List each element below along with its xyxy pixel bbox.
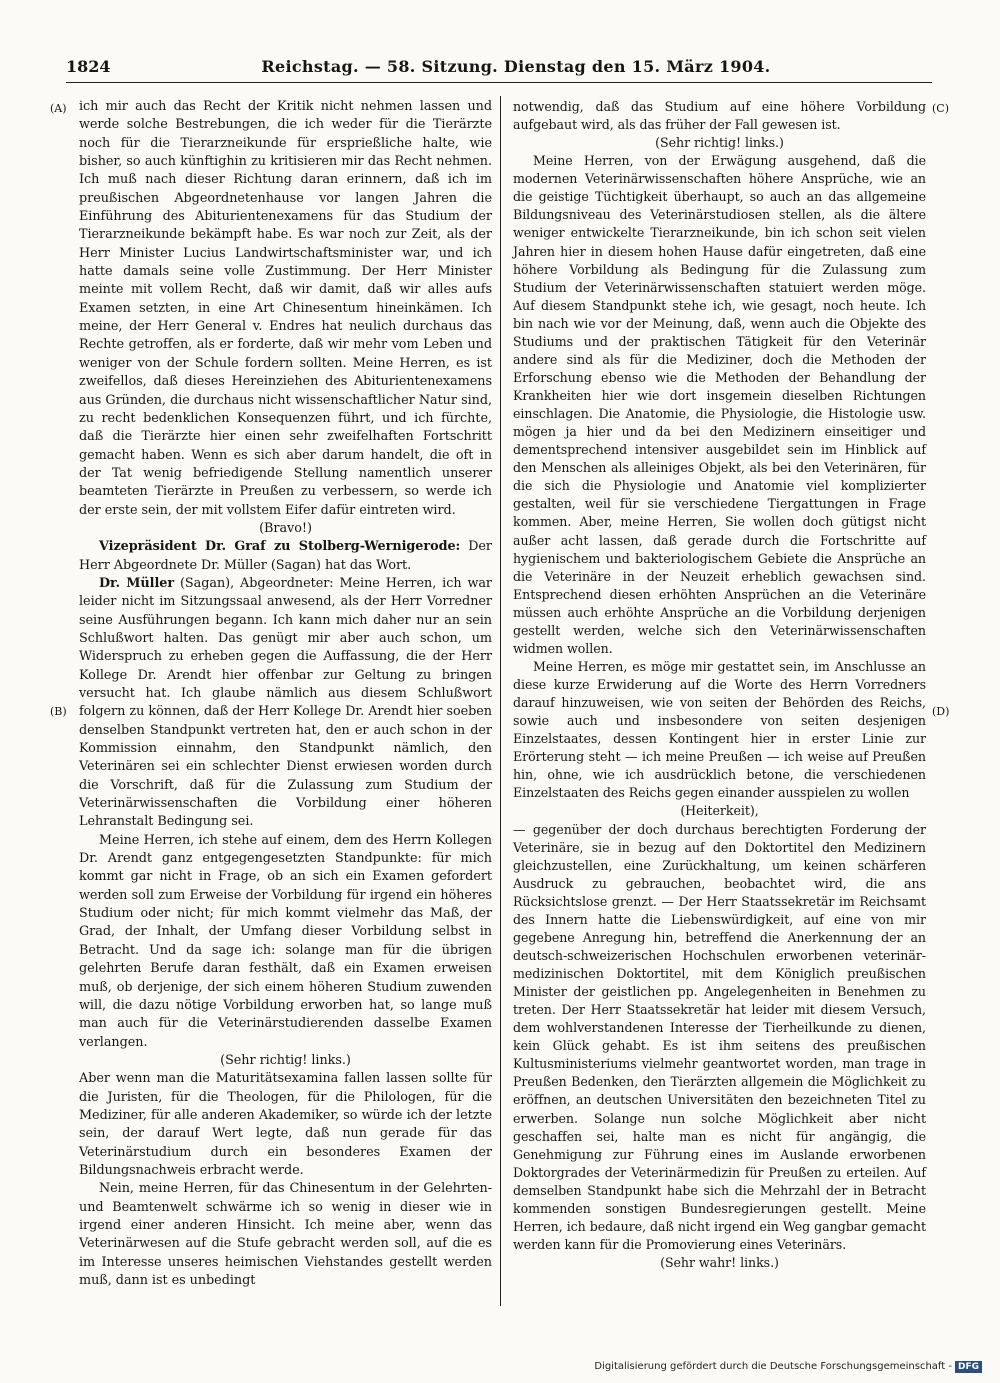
dfg-logo: DFG	[955, 1361, 982, 1373]
paragraph: Meine Herren, ich stehe auf einem, dem des Herrn Kollegen Dr. Arendt ganz entgegengesetzten Standpunkte: für mich kommt gar nicht in Frage, ob an sich ein Examen gefordert werden soll zum Erweise der Vorbildung für irgend ein höheres Studium oder nicht; für mich kommt vielmehr das Maß, der Grad, der Inhalt, der Umfang dieser Vorbildung selbst in Betracht. Und da sage ich: solange man für die übrigen gelehrten Berufe daran festhält, daß ein Examen erweisen muß, ob derjenige, der sich einem höheren Studium zuwenden will, die dazu nötige Vorbildung erworben hat, so lange muß man auch für die Veterinärstudierenden dasselbe Examen verlangen.	[79, 832, 492, 1050]
speaker-name: Dr. Müller	[99, 575, 175, 591]
interjection: (Bravo!)	[259, 520, 312, 536]
paragraph: Meine Herren, es möge mir gestattet sein, im Anschlusse an diese kurze Erwiderung auf die Worte des Herrn Vorredners darauf hinzuweisen, wie von seiten der Behörden des Reichs, sowie auch und insbesondere von seiten desjenigen Einzelstaates, dessen Kontingent hier in erster Linie zur Erörterung steht — ich meine Preußen — ich weise auf Preußen hin, ohne, wie ich ausdrücklich betone, die verschiedenen Einzelstaaten des Reichs gegen einander ausspielen zu wollen	[513, 658, 926, 801]
column-divider	[500, 96, 501, 1306]
page-number: 1824	[66, 57, 111, 76]
paragraph: notwendig, daß das Studium auf eine höhere Vorbildung aufgebaut wird, als das früher der Fall gewesen ist.	[513, 99, 926, 133]
paragraph: Aber wenn man die Maturitätsexamina fallen lassen sollte für die Juristen, für die Theologen, für die Philologen, für die Mediziner, für alle anderen Akademiker, so würde ich der letzte sein, der darauf Wert legte, daß nun gerade für das Veterinärstudium durch ein besonderes Examen der Bildungsnachweis erbracht werde.	[79, 1071, 492, 1178]
margin-marker-b: (B)	[50, 705, 67, 718]
margin-marker-a: (A)	[50, 102, 67, 115]
footer-credit	[594, 1361, 982, 1373]
speech-text: (Sagan), Abgeordneter: Meine Herren, ich war leider nicht im Sitzungssaal anwesend, als der Herr Vorredner seine Ausführungen begann. Ich kann mich daher nur an sein Schlußwort halten. Das genügt mir aber auch schon, um Widerspruch zu erheben gegen die Auffassung, die der Herr Kollege Dr. Arendt hier offenbar zur Geltung zu bringen versucht hat. Ich glaube nämlich aus diesem Schlußwort folgern zu können, daß der Herr Kollege Dr. Arendt hier soeben denselben Standpunkt vertreten hat, den er auch schon in der Kommission einnahm, den Standpunkt nämlich, den Veterinären sei ein schlechter Dienst erwiesen worden durch die Vorschrift, daß für die Zulassung zum Studium der Veterinärwissenschaften die Vorbildung einer höheren Lehranstalt Bedingung sei.	[79, 575, 492, 830]
paragraph	[79, 538, 492, 575]
paragraph: — gegenüber der doch durchaus berechtigten Forderung der Veterinäre, sie in bezug auf den Doktortitel den Medizinern gleichzustellen, eine Zurückhaltung, um keinen schärferen Ausdruck zu gebrauchen, beobachtet wird, die ans Rücksichtslose grenzt. — Der Herr Staatssekretär im Reichsamt des Innern hatte die Liebenswürdigkeit, auf eine von mir gegebene Anregung hin, betreffend die Anerkennung der an deutsch-schweizerischen Hochschulen erworbenen veterinär-medizinischen Doktortitel, mit dem Königlich preußischen Minister der geistlichen pp. Angelegenheiten in Benehmen zu treten. Der Herr Staatssekretär hat leider mit diesem Versuch, dem wohlverstandenen Interesse der Tierheilkunde zu dienen, kein Glück gehabt. Es ist ihm seitens des preußischen Kultusministeriums vielmehr geantwortet worden, man trage in Preußen Bedenken, den Tierärzten allgemein die Möglichkeit zu eröffnen, an deutschen Universitäten den bezeichneten Titel zu erwerben. Solange nun solche Möglichkeit aber nicht geschaffen sei, halte man es nicht für angängig, die Genehmigung zur Führung eines im Auslande erworbenen Doktorgrades der Veterinärmedizin für Preußen zu erteilen. Auf demselben Standpunkt habe sich die Mehrzahl der in Betracht kommenden sonstigen Bundesregierungen gestellt. Meine Herren, ich bedaure, daß nicht irgend ein Weg gangbar gemacht werden kann für die Promovierung eines Veterinärs.	[513, 821, 926, 1252]
paragraph	[79, 575, 492, 832]
paragraph: ich mir auch das Recht der Kritik nicht nehmen lassen und werde solche Bestrebungen, die ich weder für die Tierärzte noch für die Tierarzneikunde für ersprießliche halte, wie bisher, so auch künftighin zu kritisieren mir das Recht nehmen. Ich muß nach dieser Richtung daran erinnern, daß ich im preußischen Abgeordnetenhause vor langen Jahren die Einführung des Abiturientenexamens für das Studium der Tierarzneikunde bekämpft habe. Es war noch zur Zeit, als der Herr Minister Lucius Landwirtschaftsminister war, und ich hatte damals seine volle Zustimmung. Der Herr Minister meinte mit vollem Recht, daß wir damit, daß wir alles aufs Examen setzten, in eine Art Chinesentum hineinkämen. Ich meine, der Herr General v. Endres hat neulich durchaus das Rechte getroffen, als er forderte, daß wir mehr vom Leben und weniger von der Schule fordern sollten. Meine Herren, es ist zweifellos, daß dieses Hereinziehen des Abiturientenexamens aus Gründen, die durchaus nicht wissenschaftlicher Natur sind, zu recht bedenklichen Konsequenzen führt, und ich fürchte, daß die Tierärzte hier einen sehr zweifelhaften Fortschritt gemacht haben. Wenn es sich aber darum handelt, die oft in der Tat wenig befriedigende Stellung namentlich unserer beamteten Tierärzte in Preußen zu verbessern, so werde ich der erste sein, der mit vollstem Eifer dafür eintreten wird.	[79, 99, 492, 518]
paragraph: Nein, meine Herren, für das Chinesentum in der Gelehrten- und Beamtenwelt schwärme ich so wenig in dieser wie in irgend einer anderen Hinsicht. Ich meine aber, wenn das Veterinärwesen auf die Stufe gebracht werden soll, auf die es im Interesse unseres heimischen Viehstandes gestellt werden muß, dann ist es unbedingt	[79, 1181, 492, 1288]
speaker-name: Vizepräsident Dr. Graf zu Stolberg-Wernigerode:	[99, 539, 461, 555]
speech-text: Der Herr Abgeordnete Dr. Müller (Sagan) hat das Wort.	[79, 539, 492, 573]
interjection: (Sehr wahr! links.)	[660, 1255, 779, 1270]
left-column	[79, 98, 492, 1290]
running-title: Reichstag. — 58. Sitzung. Dienstag den 15. März 1904.	[261, 57, 771, 76]
header-rule	[66, 82, 932, 83]
page-header	[66, 54, 932, 80]
paragraph: Meine Herren, von der Erwägung ausgehend, daß die modernen Veterinärwissenschaften höhere Ansprüche, wie an die geistige Tüchtigkeit überhaupt, so auch an das allgemeine Bildungsniveau des Veterinärstudiosen stellen, als die ältere weniger entwickelte Tierarzneikunde, bin ich schon seit vielen Jahren hier in diesem hohen Hause dafür eingetreten, daß eine höhere Vorbildung als Bedingung für die Zulassung zum Studium der Veterinärwissenschaften statuiert werden möge. Auf diesem Standpunkt stehe ich, wie gesagt, noch heute. Ich bin nach wie vor der Meinung, daß, wenn auch die Objekte des Studiums und der praktischen Tätigkeit für den Veterinär andere sind als für die Mediziner, doch die Methoden der Erforschung ebenso wie die Methoden der Behandlung der Krankheiten hier wie dort insgemein dieselben Richtungen einschlagen. Die Anatomie, die Physiologie, die Histologie usw. mögen ja hier und da bei den Medizinern einseitiger und dementsprechend intensiver ausgebildet sein im Hinblick auf den Menschen als alleiniges Objekt, als bei den Veterinären, für die sich die Physiologie und Anatomie viel komplizierter gestalten, weil für sie verschiedene Tiergattungen in Frage kommen. Aber, meine Herren, Sie wollen doch gütigst nicht außer acht lassen, daß gerade durch die Fortschritte auf hygienischem und bakteriologischem Gebiete die Ansprüche an die Veterinäre in der Neuzeit erheblich gewachsen sind. Entsprechend diesen erhöhten Ansprüchen an die Veterinäre müssen auch erhöhte Ansprüche an die Vorbildung derjenigen gestellt werden, welche sich den Veterinärwissenschaften widmen wollen.	[513, 153, 926, 656]
interjection: (Sehr richtig! links.)	[220, 1052, 351, 1068]
footer-text: Digitalisierung gefördert durch die Deutsche Forschungsgemeinschaft -	[594, 1361, 952, 1372]
right-column	[513, 98, 926, 1272]
interjection: (Sehr richtig! links.)	[655, 135, 784, 151]
margin-marker-c: (C)	[932, 102, 949, 115]
margin-marker-d: (D)	[932, 705, 950, 718]
interjection: (Heiterkeit),	[680, 803, 759, 819]
